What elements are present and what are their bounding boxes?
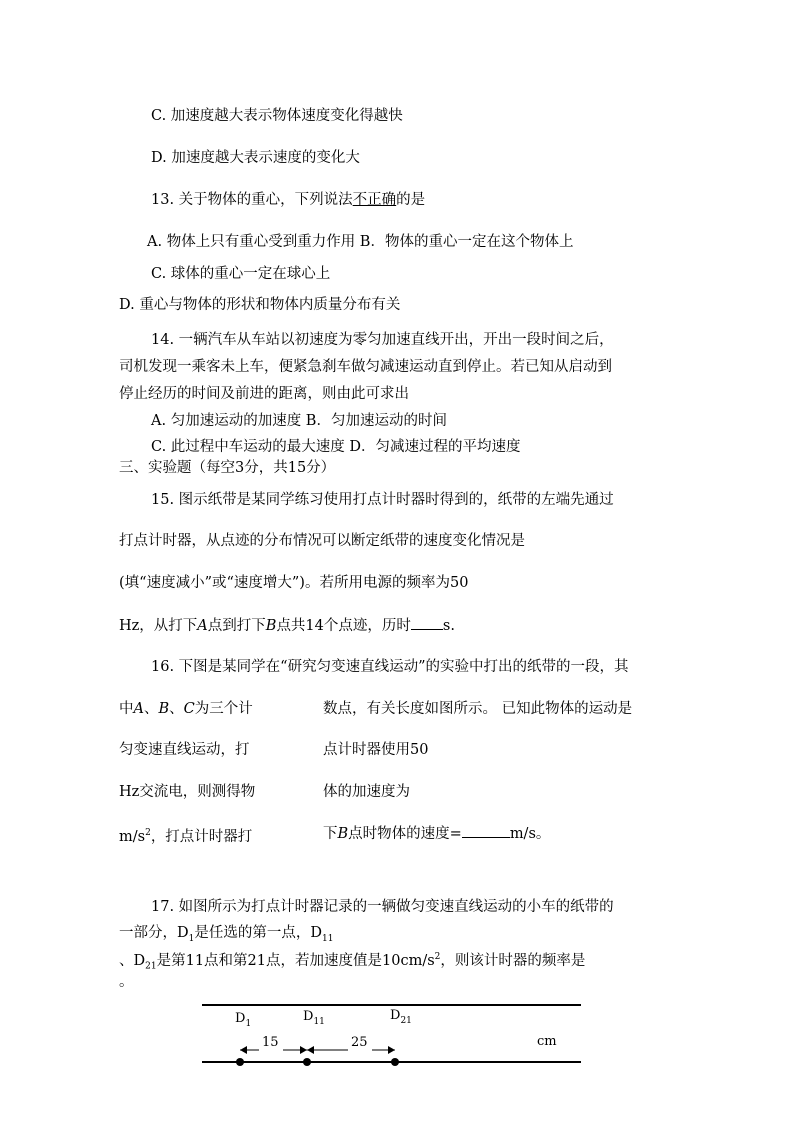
q13-option-d: D. 重心与物体的形状和物体内质量分布有关 [119,297,401,313]
q17-line3: 、$D_{21}$是第11点和第21点，若加速度值是$10cm/s^2$，则该计时器的频率是 [119,952,586,972]
q14-stem-line3: 停止经历的时间及前进的距离，则由此可求出 [119,386,409,402]
q13-emphasis: 不正确 [352,192,397,208]
q16-line1: 16. 下图是某同学在“研究匀变速直线运动”的实验中打出的纸带的一段，其 [151,659,629,675]
label-d1: $D_1$ [235,1011,252,1029]
q17-line1: 17. 如图所示为打点计时器记录的一辆做匀变速直线运动的小车的纸带的 [151,899,614,915]
q14-options-ab: A. 匀加速运动的加速度 B．匀加速运动的时间 [151,413,447,429]
q14-stem-line1: 14. 一辆汽车从车站以初速度为零匀加速直线开出，开出一段时间之后， [151,332,614,348]
q16-line2-left: 中A、B、C为三个计 [119,701,253,717]
dot-d21 [391,1058,399,1066]
q12-option-d: D. 加速度越大表示速度的变化大 [151,150,360,166]
dim2-arrow-left [307,1046,314,1054]
dim2-arrow-right [388,1046,395,1054]
dot-d1 [236,1058,244,1066]
q16-line4-right: 体的加速度为 [323,784,410,800]
dim1-arrow-right [300,1046,307,1054]
length-15: 15 [262,1035,279,1050]
q13-option-c: C. 球体的重心一定在球心上 [151,266,331,282]
q15-line1: 15. 图示纸带是某同学练习使用打点计时器时得到的，纸带的左端先通过 [151,492,614,508]
q14-options-cd: C. 此过程中车运动的最大速度 D．匀减速过程的平均速度 [151,439,521,455]
q16-line2-right: 数点，有关长度如图所示。 已知此物体的运动是 [323,701,633,717]
q14-stem-line2: 司机发现一乘客未上车，便紧急刹车做匀减速运动直到停止。若已知从启动到 [119,359,612,375]
length-25: 25 [351,1035,368,1050]
dim1-arrow-left [240,1046,247,1054]
section-heading: 三、实验题（每空3分，共15分） [119,460,336,476]
label-d11: $D_{11}$ [303,1009,325,1027]
q17-line4: 。 [119,974,134,990]
label-d21: $D_{21}$ [390,1008,412,1026]
dot-d11 [303,1058,311,1066]
q16-line5-right: 下B点时物体的速度= m/s。 [323,823,550,844]
q12-option-c: C. 加速度越大表示物体速度变化得越快 [151,108,403,124]
q16-line3-left: 匀变速直线运动，打 [119,742,250,758]
q15-line4: Hz，从打下A点到打下B点共14个点迹，历时 s. [119,615,455,636]
q13-options-ab: A. 物体上只有重心受到重力作用 B．物体的重心一定在这个物体上 [147,234,574,250]
q17-line2: 一部分，$D_1$是任选的第一点，$D_{11}$ [119,925,334,944]
q15-line3: (填“速度减小”或“速度增大”)。若所用电源的频率为50 [119,575,469,591]
q16-line3-right: 点计时器使用50 [323,742,429,758]
q16-line4-left: Hz交流电，则测得物 [119,784,256,800]
q16-line5-left: $m/s^2$，打点计时器打 [119,828,253,845]
unit-cm: cm [537,1034,557,1049]
q13-stem: 13. 关于物体的重心，下列说法不正确的是 [151,192,426,208]
q15-line2: 打点计时器，从点迹的分布情况可以断定纸带的速度变化情况是 [119,533,525,549]
